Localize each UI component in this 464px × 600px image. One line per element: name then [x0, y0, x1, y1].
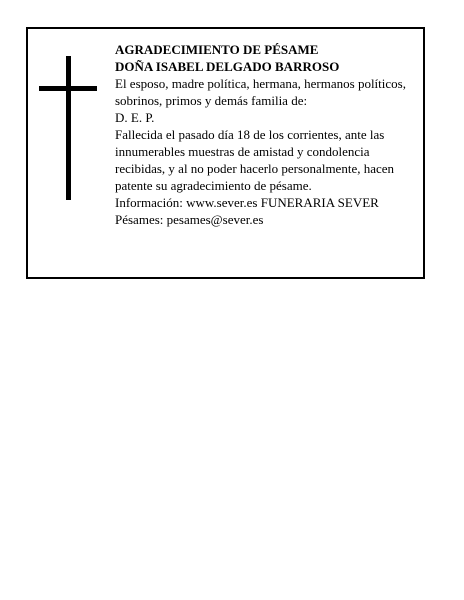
family-line: El esposo, madre política, hermana, hermanos políticos, [115, 76, 406, 91]
dep-text: D. E. P. [115, 110, 155, 125]
cross-horizontal-bar [39, 86, 97, 91]
cross-icon [39, 56, 97, 200]
message-line: patente su agradecimiento de pésame. [115, 178, 312, 193]
cross-vertical-bar [66, 56, 71, 200]
message-line: innumerables muestras de amistad y condolencia [115, 144, 370, 159]
info-line: Información: www.sever.es FUNERARIA SEVER [115, 195, 379, 210]
deceased-name: DOÑA ISABEL DELGADO BARROSO [115, 59, 340, 74]
condolences-line: Pésames: pesames@sever.es [115, 212, 264, 227]
notice-title: AGRADECIMIENTO DE PÉSAME [115, 42, 319, 57]
message-line: recibidas, y al no poder hacerlo personalmente, hacen [115, 161, 395, 176]
family-line: sobrinos, primos y demás familia de: [115, 93, 308, 108]
message-line: Fallecida el pasado día 18 de los corrientes, ante las [115, 127, 385, 142]
obituary-notice [26, 27, 425, 279]
notice-text [115, 41, 423, 228]
